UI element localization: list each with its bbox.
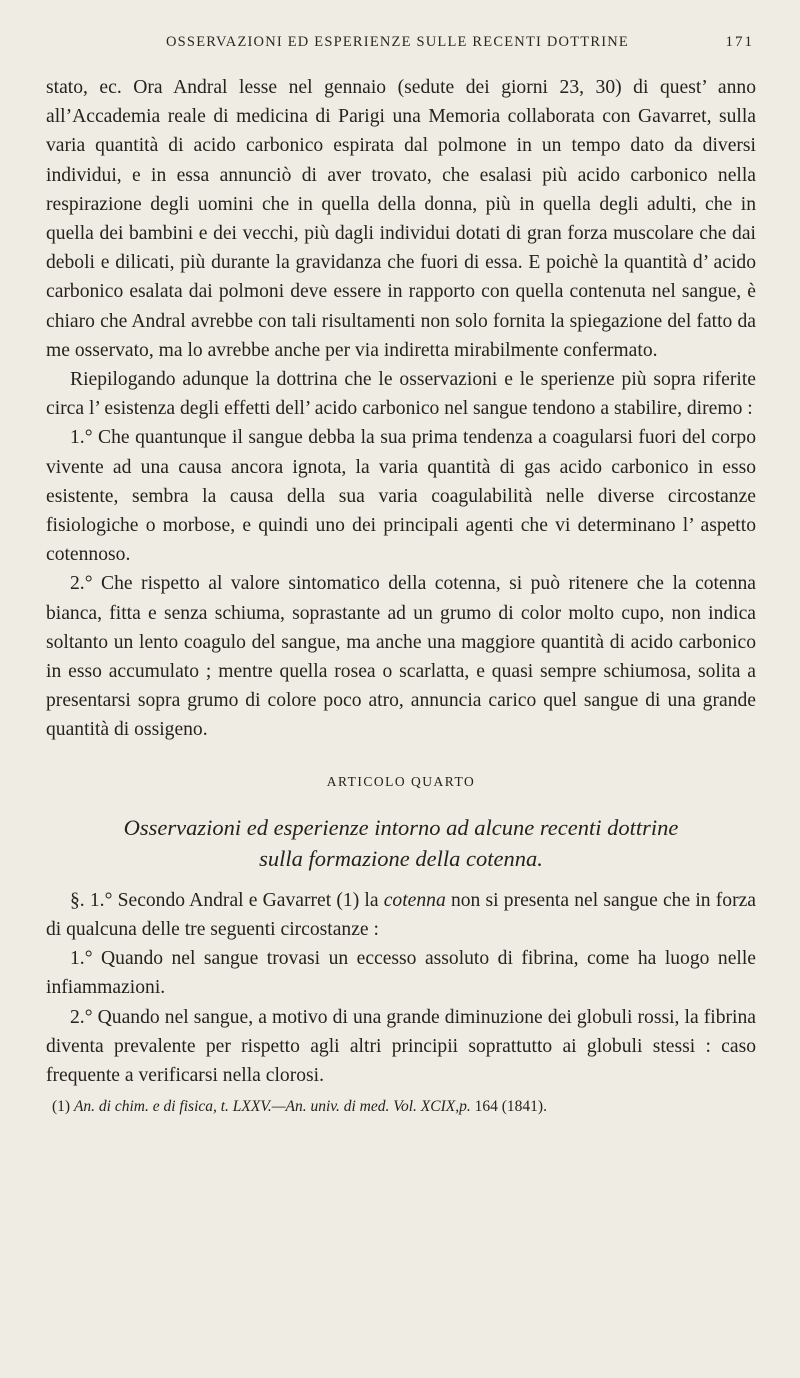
- section-title-line-2: sulla formazione della cotenna.: [259, 845, 543, 871]
- footnote-citation: An. di chim. e di fisica, t. LXXV.—An. univ. di med. Vol. XCIX,p.: [73, 1098, 471, 1116]
- running-head-title: OSSERVAZIONI ED ESPERIENZE SULLE RECENTI DOTTRINE: [166, 34, 629, 50]
- paragraph-summary: Riepilogando adunque la dottrina che le osservazioni e le sperienze più sopra riferite circa l’ esistenza degli effetti dell’ acido carbonico nel sangue tendono a stabilire, diremo :: [46, 369, 756, 420]
- section-title: [46, 812, 756, 874]
- section-title-line-1: Osservazioni ed esperienze intorno ad alcune recenti dottrine: [123, 814, 679, 840]
- running-head: [166, 34, 754, 51]
- footnote-page: 164 (1841).: [470, 1098, 547, 1116]
- circumstance-item-2: 2.° Quando nel sangue, a motivo di una grande diminuzione dei globuli rossi, la fibrina diventa prevalente per rispetto agli altri principii soprattutto ai globuli stessi : caso frequente a verificarsi nella clorosi.: [46, 1006, 756, 1087]
- conclusion-item-1: 1.° Che quantunque il sangue debba la sua prima tendenza a coagularsi fuori del corpo vivente ad una causa ancora ignota, la varia quantità di gas acido carbonico in esso esistente, sembra la causa della sua varia coagulabilità nelle diverse circostanze fisiologiche o morbose, e quindi uno dei principali agenti che vi determinano l’ aspetto cotennoso.: [46, 427, 756, 566]
- article-heading: ARTICOLO QUARTO: [326, 773, 476, 789]
- circumstance-item-1: 1.° Quando nel sangue trovasi un eccesso assoluto di fibrina, come ha luogo nelle infiammazioni.: [46, 948, 756, 999]
- footnote-mark: (1): [52, 1098, 71, 1116]
- page-number: 171: [725, 34, 754, 50]
- section-intro-after: non si presenta nel sangue che in forza di qualcuna delle tre seguenti circostanze :: [46, 889, 756, 941]
- conclusion-item-2: 2.° Che rispetto al valore sintomatico della cotenna, si può ritenere che la cotenna bianca, fitta e senza schiuma, soprastante ad un grumo di color molto cupo, non indica soltanto un lento coagulo del sangue, ma anche una maggiore quantità di acido carbonico in esso accumulato ; mentre quella rosea o scarlatta, e quasi sempre schiumosa, solita a presentarsi sopra grumo di colore poco atro, annuncia carico quel sangue di una grande quantità di ossigeno.: [46, 573, 756, 741]
- section-intro-before: §. 1.° Secondo Andral e Gavarret (1) la: [70, 889, 384, 911]
- body-text: [46, 73, 756, 1118]
- footnote: [46, 1096, 756, 1118]
- paragraph-continuation: stato, ec. Ora Andral lesse nel gennaio (sedute dei giorni 23, 30) di quest’ anno all’Accademia reale di medicina di Parigi una Memoria collaborata con Gavarret, sulla varia quantità di acido carbonico espirata dal polmone in un tempo dato da diversi individui, e in essa annunciò di aver trovato, che esalasi più acido carbonico nella respirazione degli uomini che in quella della donna, più in quella degli adulti, che in quella dei bambini e dei vecchi, più dagli individui dotati di gran forza muscolare che dai deboli e dilicati, più durante la gravidanza che fuori di essa. E poichè la quantità d’ acido carbonico esalata dai polmoni deve essere in rapporto con quella contenuta nel sangue, è chiaro che Andral avrebbe con tali risultamenti non solo fornita la spiegazione del fatto da me osservato, ma lo avrebbe anche per via indiretta mirabilmente confermato.: [46, 77, 756, 361]
- section-intro: [46, 886, 756, 944]
- section-intro-italic: cotenna: [383, 889, 446, 911]
